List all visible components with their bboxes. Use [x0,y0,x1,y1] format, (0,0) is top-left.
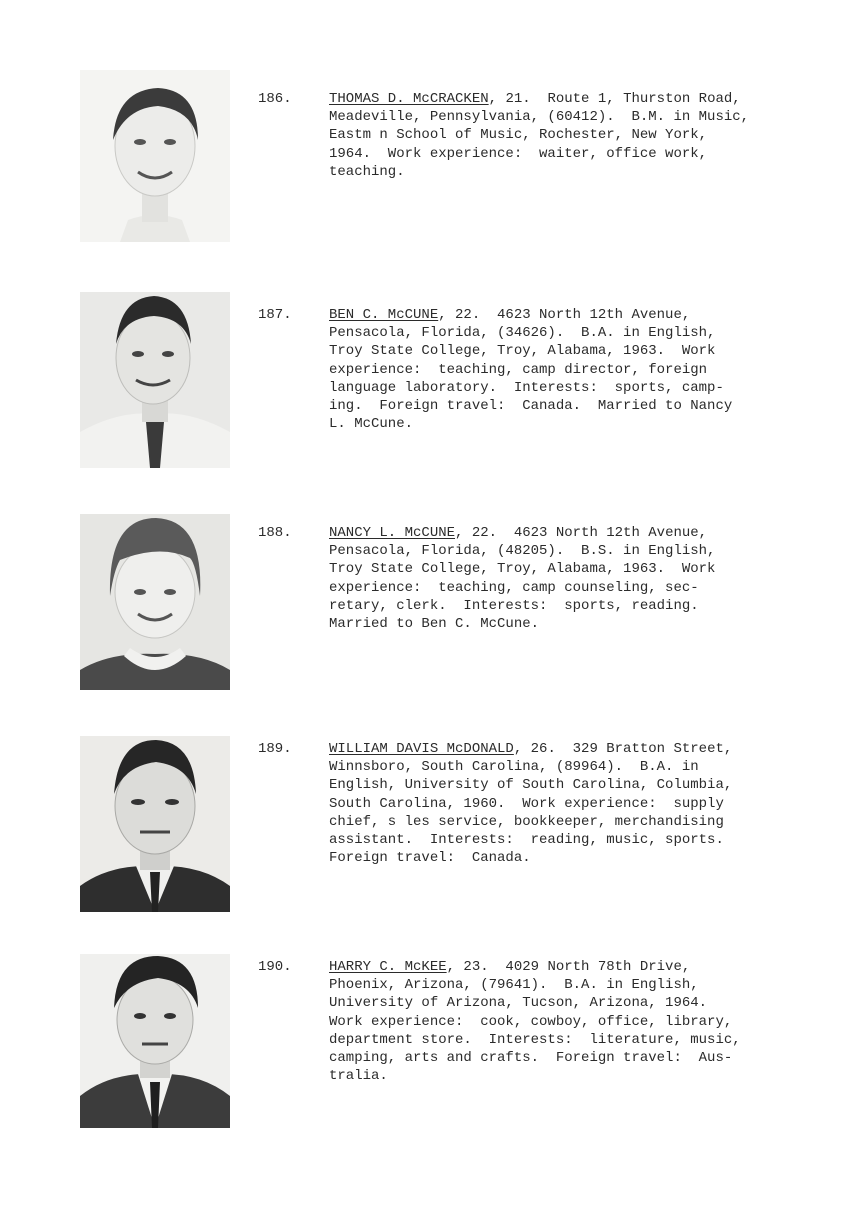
portrait-photo [80,70,230,242]
entry-number: 189. [258,741,292,757]
entry-first-line: , 26. 329 Bratton Street, [513,741,733,757]
entry-first-line: , 22. 4623 North 12th Avenue, [455,525,708,541]
person-name: HARRY C. McKEE [329,959,447,975]
entry-text [329,740,799,867]
entry-text [329,306,799,433]
directory-entry-186 [0,70,868,270]
person-name: NANCY L. McCUNE [329,525,456,541]
person-name: BEN C. McCUNE [329,307,439,323]
portrait-photo [80,292,230,468]
directory-entry-190 [0,954,868,1154]
directory-entry-189 [0,736,868,936]
portrait-photo [80,954,230,1128]
person-name: WILLIAM DAVIS McDONALD [329,741,514,757]
entry-number: 187. [258,307,292,323]
entry-first-line: , 22. 4623 North 12th Avenue, [438,307,691,323]
entry-number: 188. [258,525,292,541]
entry-first-line: , 21. Route 1, Thurston Road, [488,91,741,107]
entry-number: 186. [258,91,292,107]
directory-entry-188 [0,514,868,714]
entry-text [329,90,799,181]
person-name: THOMAS D. McCRACKEN [329,91,489,107]
entry-number: 190. [258,959,292,975]
entry-details: Pensacola, Florida, (34626). B.A. in English, Troy State College, Troy, Alabama, 1963. Work experience: teaching, camp director, foreign language laboratory. Interests: sports, camp- ing. Foreign travel: Canada. Married to Nancy L. McCune. [329,325,733,433]
portrait-photo [80,514,230,690]
entry-text [329,524,799,633]
portrait-photo [80,736,230,912]
directory-entry-187 [0,292,868,492]
entry-text [329,958,799,1085]
entry-details: Phoenix, Arizona, (79641). B.A. in English, University of Arizona, Tucson, Arizona, 1964. Work experience: cook, cowboy, office, library, department store. Interests: literature, music, camping, arts and crafts. Foreign travel: Aus- tralia. [329,977,741,1085]
entry-details: Pensacola, Florida, (48205). B.S. in English, Troy State College, Troy, Alabama, 1963. Work experience: teaching, camp counseling, sec- retary, clerk. Interests: sports, reading. Married to Ben C. McCune. [329,543,716,633]
entry-details: Winnsboro, South Carolina, (89964). B.A. in English, University of South Carolina, Columbia, South Carolina, 1960. Work experience: supply chief, s les service, bookkeeper, merchandising assistant. Interests: reading, music, sports. Foreign travel: Canada. [329,759,733,867]
entry-first-line: , 23. 4029 North 78th Drive, [446,959,691,975]
entry-details: Meadeville, Pennsylvania, (60412). B.M. in Music, Eastm n School of Music, Rochester, New York, 1964. Work experience: waiter, office work, teaching. [329,109,750,180]
